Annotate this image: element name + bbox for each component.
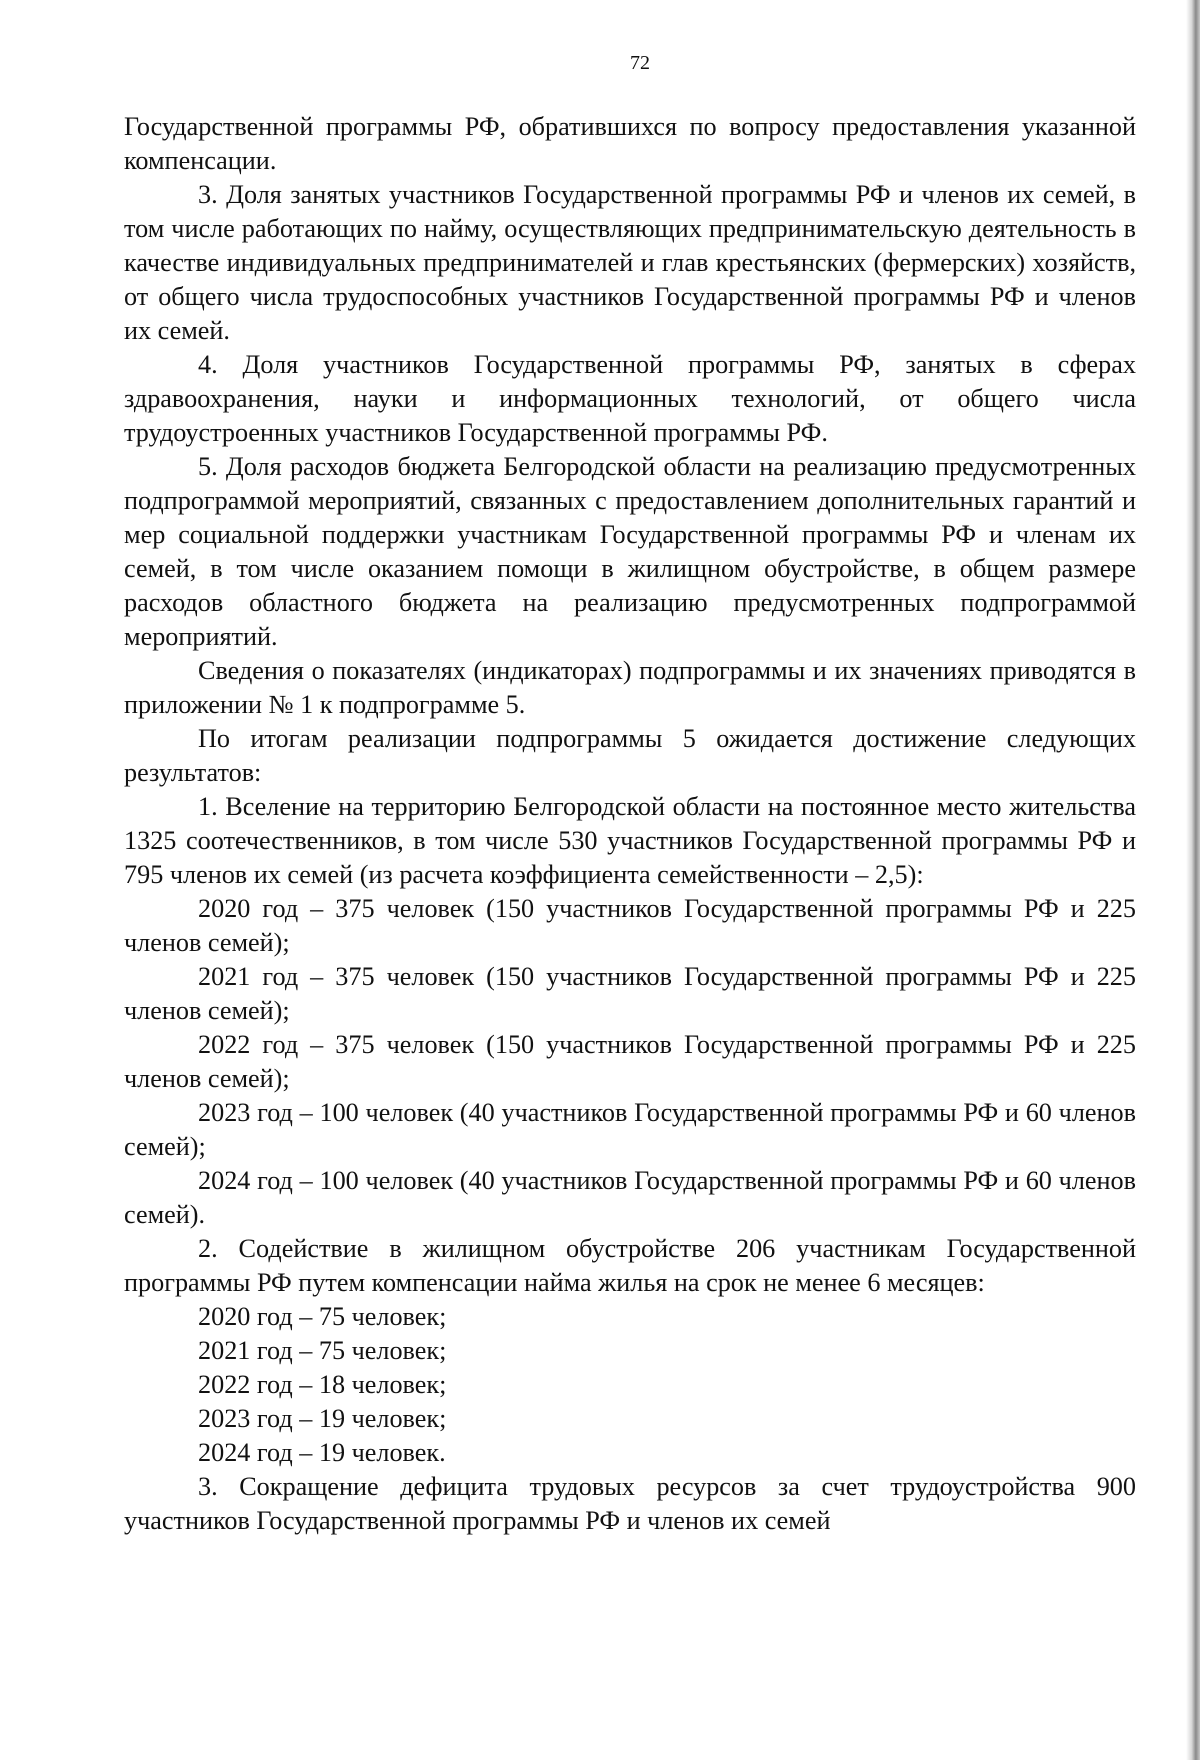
year-entry: 2024 год – 100 человек (40 участников Государственной программы РФ и 60 членов семей). xyxy=(124,1166,1136,1229)
paragraph: Сведения о показателях (индикаторах) подпрограммы и их значениях приводятся в приложении № 1 к подпрограмме 5. xyxy=(124,656,1136,719)
housing-year-entry: 2022 год – 18 человек; xyxy=(198,1370,447,1399)
paragraph: 5. Доля расходов бюджета Белгородской области на реализацию предусмотренных подпрограммой мероприятий, связанных с предоставлением дополнительных гарантий и мер социальной поддержки участникам Государственной программы РФ и членам их семей, в том числе оказанием помощи в жилищном обустройстве, в общем размере расходов областного бюджета на реализацию предусмотренных подпрограммой мероприятий. xyxy=(124,452,1136,651)
paragraph: 3. Доля занятых участников Государственной программы РФ и членов их семей, в том числе работающих по найму, осуществляющих предпринимательскую деятельность в качестве индивидуальных предпринимателей и глав крестьянских (фермерских) хозяйств, от общего числа трудоспособных участников Государственной программы РФ и членов их семей. xyxy=(124,180,1136,345)
document-body xyxy=(124,110,1136,1538)
housing-year-entry: 2020 год – 75 человек; xyxy=(198,1302,447,1331)
housing-year-entry: 2023 год – 19 человек; xyxy=(198,1404,447,1433)
housing-year-entry: 2021 год – 75 человек; xyxy=(198,1336,447,1365)
scan-edge xyxy=(1186,0,1200,1760)
page-number: 72 xyxy=(630,52,650,74)
year-entry: 2022 год – 375 человек (150 участников Государственной программы РФ и 225 членов семей); xyxy=(124,1030,1136,1093)
paragraph: 4. Доля участников Государственной программы РФ, занятых в сферах здравоохранения, науки и информационных технологий, от общего числа трудоустроенных участников Государственной программы РФ. xyxy=(124,350,1136,447)
housing-year-entry: 2024 год – 19 человек. xyxy=(198,1438,446,1467)
paragraph: По итогам реализации подпрограммы 5 ожидается достижение следующих результатов: xyxy=(124,724,1136,787)
year-entry: 2021 год – 375 человек (150 участников Государственной программы РФ и 225 членов семей); xyxy=(124,962,1136,1025)
paragraph: Государственной программы РФ, обратившихся по вопросу предоставления указанной компенсации. xyxy=(124,112,1136,175)
year-entry: 2020 год – 375 человек (150 участников Государственной программы РФ и 225 членов семей); xyxy=(124,894,1136,957)
paragraph: 3. Сокращение дефицита трудовых ресурсов за счет трудоустройства 900 участников Государственной программы РФ и членов их семей xyxy=(124,1472,1136,1535)
year-entry: 2023 год – 100 человек (40 участников Государственной программы РФ и 60 членов семей); xyxy=(124,1098,1136,1161)
paragraph: 2. Содействие в жилищном обустройстве 206 участникам Государственной программы РФ путем компенсации найма жилья на срок не менее 6 месяцев: xyxy=(124,1234,1136,1297)
paragraph: 1. Вселение на территорию Белгородской области на постоянное место жительства 1325 соотечественников, в том числе 530 участников Государственной программы РФ и 795 членов их семей (из расчета коэффициента семейственности – 2,5): xyxy=(124,792,1136,889)
